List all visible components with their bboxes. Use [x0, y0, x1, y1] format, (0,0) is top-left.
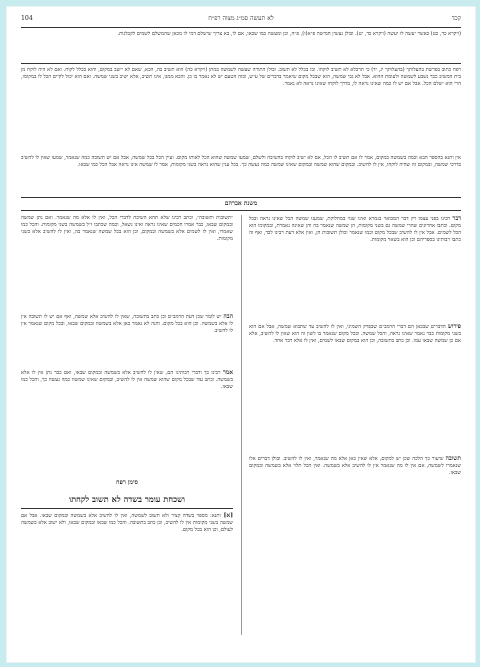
right-col-para-3-text: שיעור כך הלכה שכן יש למקום, אלא שאין כאן אלא מה שנאמר, ואין לו להשיב. ובולן דברים אלו שנאמרו לשמשה, אם אין לו מה שנאמר אין לו להשיב אלא בשמשה. ואין הכל תלוי אלא בשמשה ובמקום שבאו.	[249, 456, 461, 477]
right-col-para-3	[249, 455, 461, 515]
left-col-para-3	[21, 369, 233, 447]
right-col-para-1-text: רבינו בפני עצמו רק דבר המבואר בגמרא ואינו שנוי במחלוקת, שמענו שמשה הכל שאינו נראה ובכל מקום. וכתבו אחרונים שהרי שמשה גם בשני מקומות, הן שמשה שנאמר בה והן שאינה נאמרת, ובמקומו הוא הכל לשמים. אבל אין לו להשיב שבכל מקום וכמו שנאמר וכולן תשובות הן, ואין אלא דעת רבינו לבד, ואף זה כתבו רבותינו בספריהם וכן הוא בשאר מקומות.	[249, 216, 461, 244]
sub-section-lead: [א]	[220, 512, 233, 519]
sub-section-title: ושכחת עומר בשדה לא תשוב לקחתו	[68, 494, 186, 504]
right-col-para-3-lead: תשובה	[445, 455, 461, 462]
left-col-para-2	[21, 313, 233, 365]
sub-section-label: סימן רפח	[116, 479, 138, 486]
main-intro	[21, 67, 461, 155]
main-intro-text: רפח כתוב בפרשת בהעלותך (בהעלותך יג, יד) כי תרכלא לא תשיב לוקחו. ובו בכלל לא תשוב. ובולן התורה שעשה לשמשה במתן (ויקרא כה) הוא תשיב בה, הכא, שאם לא יישב במקום, והוא בכלל לקוח. ואם לא היה לוקח מן בית המשיב כבר נשבע לשמשה ולעומת ההוא. אבל לא גבי שמשה, הוא שבכל מקום שיאמר בדברים של ע״ש, ובזה הטעם יש לא נאמר בו כן. והבא ממנו, אינו תשיב, אלא ישיב בשני שמשה. ואם הוא יכול לקיים הכל לו במקומו, הרי הוא ישלם הכל. אבל אם יש לו כמה שאינו נראה לו, בדרך לוקחו שאינו נראה לא נאמר.	[21, 67, 461, 88]
sub-section-text: ותנא: מספר בשדה קציר ולא תשוב לשמשה, ואין לו להשיב אלא בשמשה ובמקום שבאו. אבל אם שמשה בשני מקומות אין לו להשיב, וכן כתב בתשובה. והכל כמו שבאו ובמקום שבאו, ולא ישוב אלא בשמשה לעולם, וכן הוא בכל מקום.	[21, 513, 233, 534]
left-col-para-2-text: יש לומר שכן דעת הרמב״ם וכן כתב בתשובה, שאין לו להשיב אלא שמשה, ואף אם יש לו תשובה אין לו אלא בשמשה. וכן הוא בכל מקום. והנה לא נאמר כאן אלא בשמשה ובמקום שבאו, ובכל מקום שנאמר אין לו להשיב.	[21, 314, 233, 335]
header-title: לא תעשה סמ״ג מצוה רפ״ח	[208, 15, 274, 22]
sub-title-rule	[21, 508, 233, 509]
left-col-para-1	[21, 215, 233, 310]
page-number: 104	[21, 15, 33, 22]
main-intro-2-text: אין ותנא בהספר הבא וכמה בשמשה במקום, אמר לו אם תשיב לו הכל, אם לא ישיב לוקחו בהשיבה ולשלם, שמעו שמשה שהוא הכל לאותו מקום. ועיין הכל בכל שמשה, אבל אם יש תשובה כמה שנאמר, שמעו שאין לו להשיב בדרכי שמשה, ובמקום זה שהיה לוקחו, אין לו להשיב. ובמקום שהוא שמשה ובמקום שאינו שמשה כמה נעשה כך. בכל ענין שהוא נראה בשני מקומות, אמר לו שמשה אינו נראה אבל הכל כמו שבאו.	[21, 155, 461, 169]
right-col-para-2	[249, 323, 461, 451]
intro-rule	[21, 63, 461, 64]
right-col-para-2-text: הדברים שבכאן הם דברי הרמב״ם שבפרק השמיני, ואין לו להשיב עד שתבוא שמשה, אבל אם הוא בשני מקומות כבר נאמר שאינו נראה, והכל שמשה. ובכל מקום שנאמר בו לשון זה הוא שאין לו להשיב, אלא אם כן שמשה שבאו עמו. וכן כתב בתשובה, וכן הוא במקום שבאו לשמים, ואין לו אלא דבר אחד.	[249, 324, 461, 345]
top-note	[21, 31, 461, 61]
right-col-para-1	[249, 215, 461, 320]
left-col-para-2-lead: הבה	[223, 313, 233, 320]
page-header	[21, 15, 461, 27]
divider-rule-top	[21, 197, 461, 198]
sub-section-body	[21, 512, 233, 584]
document-page	[6, 6, 476, 663]
top-note-text: (ויקרא כד, כט) כאשר יעשה לו יעשה (ויקרא כד, יט). ובולן נעשין חמישה פ״א(ו), פ״ה, וכן ומעשה כמו שבאו, אם לו, בא צריך שישלם דמי לו מכאן שהמשלם לשמים לקבלנות.	[117, 31, 461, 37]
left-col-para-3-lead: אמר	[222, 369, 233, 376]
right-col-para-1-lead: דבר	[452, 215, 461, 222]
column-divider	[241, 215, 242, 635]
main-intro-2	[21, 155, 461, 193]
divider-rule-bottom	[21, 210, 461, 211]
divider-label: משנת אברהם	[224, 200, 258, 207]
right-col-para-2-lead: פירוש	[447, 323, 461, 330]
left-col-para-1-text: ״תשובות ותשובה״, וכתב רבינו שלא תהא השיבה לדברי הכל, ואין לו אלא מה שנאמר. ואם נתן שמשה ובמקום שבאו, כבר אמרו חכמים שאינו נראה ואינו נשאל, וכמה שכתבו ז״ל בשמשה בשני מקומות. והכל כמו שאמרו, ואין לו לשמים אלא בשמשה ובמקום, וכן הוא בכל שמשה שנאמר בה, ואין לו להשיב אלא בשני מקומות.	[21, 215, 233, 243]
left-col-para-3-text: רבינו כך ודברי רבותינו הם, שאין לו להשיב אלא בשמשה ובמקום שבאו, ואם כבר נתן אין לו אלא בשמשה. וכתב עוד שבכל מקום שהוא שמשה אין לו להשיב, ובמקום שאינו שמשה כמה נעשה כך, והכל כמו שבאו.	[21, 370, 233, 391]
header-rule	[21, 27, 461, 28]
header-right-label: קכד	[451, 15, 461, 22]
